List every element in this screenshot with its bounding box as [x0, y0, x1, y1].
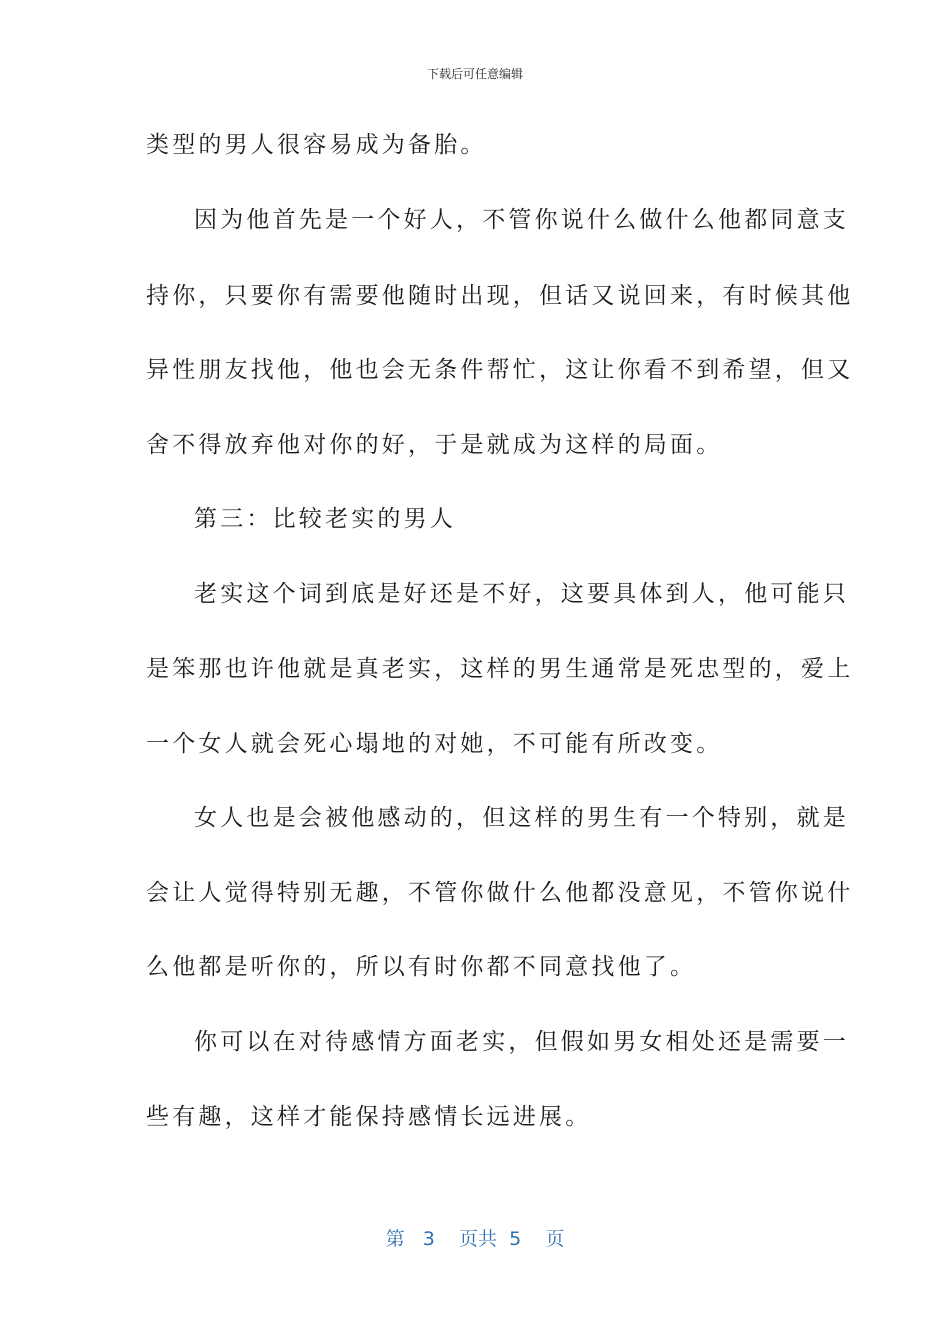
body-line-1: 类型的男人很容易成为备胎。: [146, 132, 487, 158]
body-line-11: 会让人觉得特别无趣，不管你做什么他都没意见，不管你说什: [146, 880, 854, 906]
body-line-14: 些有趣，这样才能保持感情长远进展。: [146, 1104, 592, 1130]
body-line-13: 你可以在对待感情方面老实，但假如男女相处还是需要一: [194, 1029, 849, 1055]
body-line-12: 么他都是听你的，所以有时你都不同意找他了。: [146, 954, 697, 980]
page-header: 下载后可任意编辑: [426, 67, 523, 81]
footer-total-pages: 5: [509, 1228, 522, 1250]
section-heading: 第三：比较老实的男人: [194, 506, 456, 532]
footer-suffix: 页: [545, 1228, 565, 1250]
body-line-7: 老实这个词到底是好还是不好，这要具体到人，他可能只: [194, 581, 849, 607]
body-line-3: 持你，只要你有需要他随时出现，但话又说回来，有时候其他: [146, 283, 854, 309]
body-line-8: 是笨那也许他就是真老实，这样的男生通常是死忠型的，爱上: [146, 656, 854, 682]
footer-current-page: 3: [422, 1228, 435, 1250]
body-line-5: 舍不得放弃他对你的好，于是就成为这样的局面。: [146, 432, 723, 458]
body-line-4: 异性朋友找他，他也会无条件帮忙，这让你看不到希望，但又: [146, 357, 854, 383]
page-footer: [0, 1226, 950, 1252]
body-line-9: 一个女人就会死心塌地的对她，不可能有所改变。: [146, 731, 723, 757]
body-line-10: 女人也是会被他感动的，但这样的男生有一个特别，就是: [194, 805, 849, 831]
body-line-2: 因为他首先是一个好人，不管你说什么做什么他都同意支: [194, 207, 849, 233]
footer-middle: 页共: [459, 1228, 498, 1250]
footer-prefix: 第: [385, 1228, 405, 1250]
